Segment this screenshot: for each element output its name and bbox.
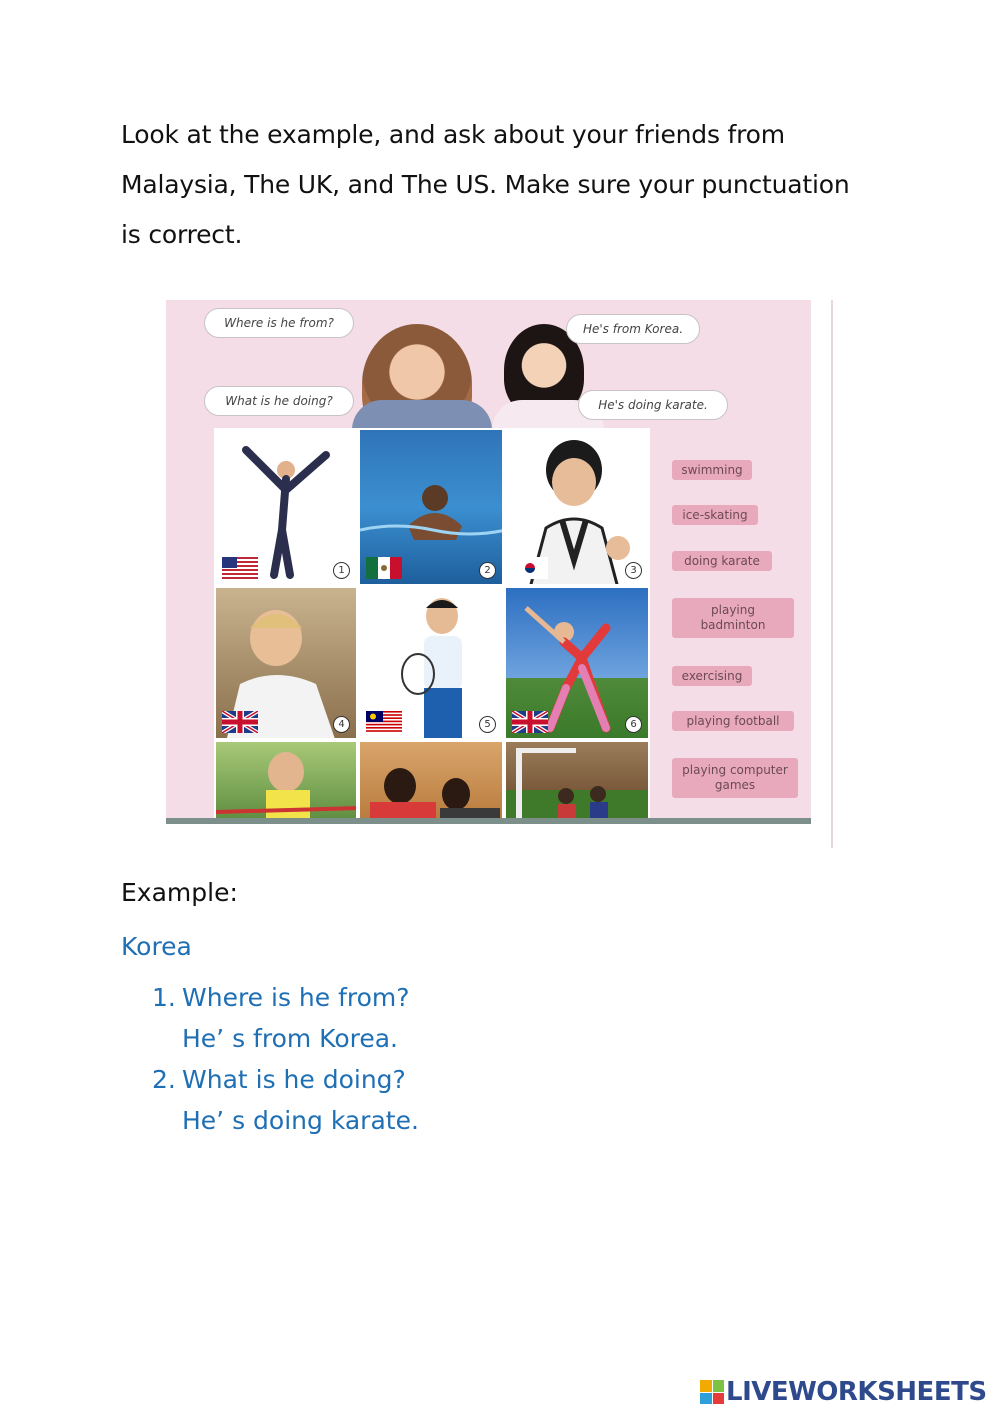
uk-flag-icon [222,711,258,733]
question-text: Where is he from? [182,983,410,1012]
boy-bike-figure-icon [216,742,358,824]
photo-boy-playing [214,586,358,740]
label-swimming: swimming [672,460,752,480]
cell-number: 5 [479,716,496,733]
women-figure-icon [360,742,504,824]
speech-bubble-karate: He's doing karate. [578,390,728,420]
label-playing-badminton: playing badminton [672,598,794,638]
cell-number: 1 [333,562,350,579]
photo-boy-exercise-bike [214,740,358,824]
example-country: Korea [121,932,192,961]
label-playing-computer-games: playing computer games [672,758,798,798]
photo-exercising-girl [504,586,650,740]
item-number: 1. [152,983,176,1012]
instruction-line-1: Look at the example, and ask about your friends from [121,120,785,149]
item-number: 2. [152,1065,176,1094]
brand-name: LIVEWORKSHEETS [726,1377,987,1407]
example-heading: Example: [121,878,238,907]
question-text: What is he doing? [182,1065,406,1094]
cell-number: 3 [625,562,642,579]
label-playing-football: playing football [672,711,794,731]
instruction-line-2: Malaysia, The UK, and The US. Make sure your punctuation [121,170,850,199]
illustration-right-margin [811,300,831,848]
speech-bubble-from-korea: He's from Korea. [566,314,700,344]
example-list [152,985,419,1149]
photo-mother-daughter [358,740,504,824]
cell-number: 2 [479,562,496,579]
photo-swimmer [358,428,504,586]
list-item-answer [152,1026,419,1067]
speech-bubble-where: Where is he from? [204,308,354,338]
list-item [152,1067,419,1108]
football-players-figure-icon [506,742,650,824]
photo-gymnast [214,428,358,586]
textbook-illustration [166,300,833,848]
cell-number: 6 [625,716,642,733]
liveworksheets-mark-icon [700,1380,724,1404]
photo-badminton-boy [358,586,504,740]
label-ice-skating: ice-skating [672,505,758,525]
instructions [121,122,881,266]
list-item-answer [152,1108,419,1149]
liveworksheets-logo [700,1378,987,1406]
photo-football-field [504,740,650,824]
us-flag-icon [222,557,258,579]
cell-number: 4 [333,716,350,733]
malaysia-flag-icon [366,711,402,733]
label-exercising: exercising [672,666,752,686]
instruction-line-3: is correct. [121,220,243,249]
illustration-bottom-margin [166,824,833,848]
uk-flag-icon [512,711,548,733]
answer-text: He’ s doing karate. [182,1106,419,1135]
label-doing-karate: doing karate [672,551,772,571]
korea-flag-icon [512,557,548,579]
mexico-flag-icon [366,557,402,579]
answer-text: He’ s from Korea. [182,1024,398,1053]
speech-bubble-what: What is he doing? [204,386,354,416]
photo-karate-boy [504,428,650,586]
list-item [152,985,419,1026]
